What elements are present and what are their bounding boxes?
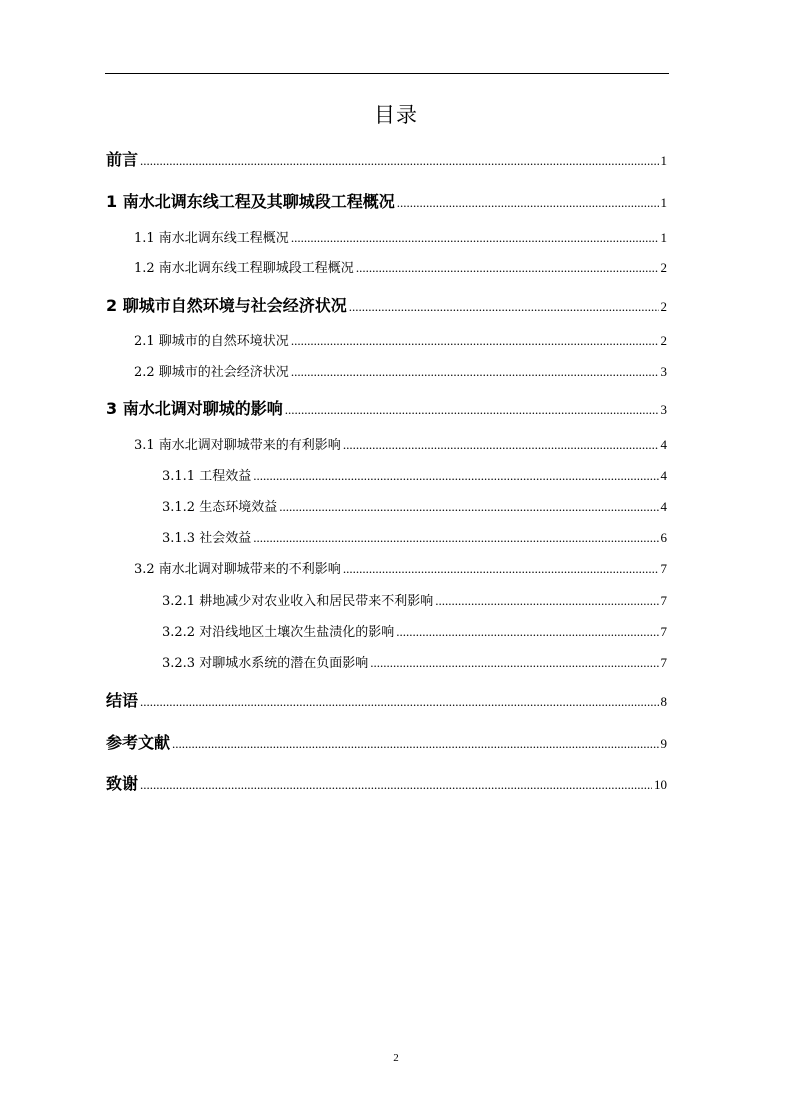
toc-page-number: 7 (660, 655, 667, 670)
header-rule (105, 73, 669, 74)
dot-leader (140, 153, 658, 169)
dot-leader (343, 561, 659, 577)
toc-page-number: 7 (660, 593, 667, 608)
toc-entry-section-3-1-1[interactable] (162, 465, 667, 484)
toc-entry-label: 2.1 聊城市的自然环境状况 (134, 334, 289, 349)
toc-entry-acknowledgements[interactable] (106, 771, 667, 794)
toc-page-number: 1 (660, 195, 667, 210)
toc-entry-chapter-2[interactable] (106, 293, 667, 316)
toc-entry-section-3-2-1[interactable] (162, 590, 667, 609)
toc-page-number: 7 (660, 561, 667, 576)
toc-entry-section-1-1[interactable] (134, 227, 667, 246)
toc-page-number: 8 (660, 694, 667, 709)
toc-entry-label: 3.2.2 对沿线地区土壤次生盐渍化的影响 (162, 625, 395, 640)
toc-page-number: 9 (660, 736, 667, 751)
toc-page-number: 3 (660, 402, 667, 417)
dot-leader (140, 777, 652, 793)
toc-entry-section-2-2[interactable] (134, 361, 667, 380)
toc-entry-chapter-3[interactable] (106, 396, 667, 419)
toc-entry-section-3-2-2[interactable] (162, 621, 667, 640)
toc-entry-label: 2.2 聊城市的社会经济状况 (134, 365, 289, 380)
toc-entry-label: 3.1.1 工程效益 (162, 469, 252, 484)
toc-entry-preface[interactable] (106, 147, 667, 170)
dot-leader (285, 402, 659, 418)
toc-page-number: 2 (660, 299, 667, 314)
footer-page-number: 2 (393, 1052, 399, 1064)
toc-entry-section-3-1-2[interactable] (162, 496, 667, 515)
toc-entry-label: 3.2.3 对聊城水系统的潜在负面影响 (162, 656, 369, 671)
toc-entry-section-3-2-3[interactable] (162, 652, 667, 671)
dot-leader (253, 530, 658, 546)
dot-leader (349, 299, 659, 315)
toc-entry-label: 2 聊城市自然环境与社会经济状况 (106, 296, 347, 315)
toc-page-number: 7 (660, 624, 667, 639)
toc-page-number: 4 (660, 437, 667, 452)
dot-leader (291, 230, 659, 246)
toc-page-number: 2 (660, 333, 667, 348)
toc-entry-section-2-1[interactable] (134, 330, 667, 349)
toc-entry-label: 3.1.2 生态环境效益 (162, 500, 278, 515)
toc-entry-label: 结语 (106, 691, 139, 710)
toc-entry-label: 致谢 (106, 774, 139, 793)
toc-entry-label: 1.2 南水北调东线工程聊城段工程概况 (134, 261, 354, 276)
toc-entry-section-3-1[interactable] (134, 434, 667, 453)
toc-entry-section-3-1-3[interactable] (162, 527, 667, 546)
toc-page-number: 4 (660, 468, 667, 483)
toc-entry-references[interactable] (106, 730, 667, 753)
toc-entry-label: 前言 (106, 150, 139, 169)
dot-leader (370, 655, 658, 671)
toc-page-number: 1 (660, 153, 667, 168)
toc-page-number: 2 (660, 260, 667, 275)
toc-entry-section-3-2[interactable] (134, 558, 667, 577)
toc-page-number: 3 (660, 364, 667, 379)
toc-entry-label: 3.2.1 耕地减少对农业收入和居民带来不利影响 (162, 594, 434, 609)
dot-leader (356, 260, 659, 276)
dot-leader (397, 195, 659, 211)
dot-leader (253, 468, 658, 484)
dot-leader (140, 694, 658, 710)
toc-entry-section-1-2[interactable] (134, 257, 667, 276)
toc-entry-conclusion[interactable] (106, 688, 667, 711)
dot-leader (291, 333, 659, 349)
toc-page-number: 10 (654, 777, 667, 792)
toc-page-number: 1 (660, 230, 667, 245)
dot-leader (435, 593, 658, 609)
toc-entry-chapter-1[interactable] (106, 189, 667, 212)
toc-entry-label: 1 南水北调东线工程及其聊城段工程概况 (106, 192, 395, 211)
page-title: 目录 (374, 103, 418, 127)
dot-leader (343, 437, 659, 453)
toc-entry-label: 参考文献 (106, 733, 171, 752)
dot-leader (396, 624, 658, 640)
dot-leader (291, 364, 659, 380)
toc-entry-label: 3.2 南水北调对聊城带来的不利影响 (134, 562, 341, 577)
toc-entry-label: 3 南水北调对聊城的影响 (106, 399, 283, 418)
toc-entry-label: 3.1.3 社会效益 (162, 531, 252, 546)
toc-page-number: 4 (660, 499, 667, 514)
dot-leader (279, 499, 658, 515)
dot-leader (172, 736, 658, 752)
toc-page-number: 6 (660, 530, 667, 545)
toc-entry-label: 3.1 南水北调对聊城带来的有利影响 (134, 438, 341, 453)
toc-entry-label: 1.1 南水北调东线工程概况 (134, 231, 289, 246)
